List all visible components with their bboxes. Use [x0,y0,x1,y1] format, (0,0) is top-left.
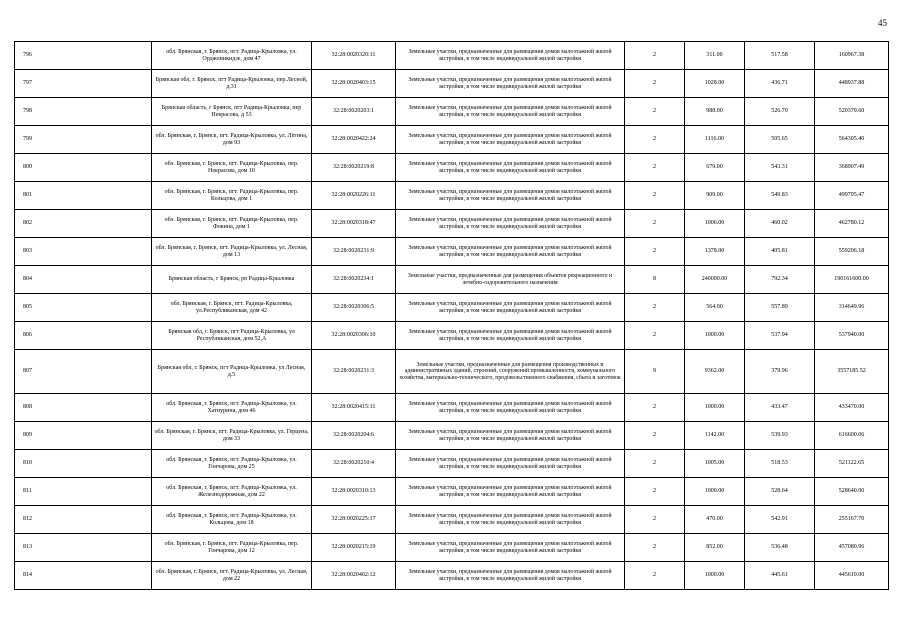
address-cell: Брянская область, г Брянск, пгт Радица-Крыловка, пер Некрасова, д 53 [152,98,312,126]
use-group-cell: 2 [625,322,685,350]
specific-value-cell: 445.61 [745,562,815,590]
land-use-cell: Земельные участки, предназначенные для размещения домов малоэтажной жилой застройки, в том числе индивидуальной жилой застройки [396,534,625,562]
area-cell: 1000.00 [685,394,745,422]
address-cell: обл. Брянская, г. Брянск, пгт. Радица-Крыловка, ул. Орджоникидзе, дом 47 [152,42,312,70]
address-cell: Брянская область, г Брянск, рп Радица-Крыловка [152,266,312,294]
table-row [15,210,889,238]
specific-value-cell: 517.58 [745,42,815,70]
table-row [15,506,889,534]
table-row [15,266,889,294]
row-number: 810 [15,450,152,478]
page-number: 45 [878,18,887,28]
row-number: 808 [15,394,152,422]
cadastral-value-cell: 368907.49 [815,154,889,182]
land-use-cell: Земельные участки, предназначенные для размещения домов малоэтажной жилой застройки, в том числе индивидуальной жилой застройки [396,154,625,182]
table-row [15,182,889,210]
row-number: 809 [15,422,152,450]
cadastral-value-cell: 433470.00 [815,394,889,422]
cadastral-number-cell: 32:28:0020203:1 [312,98,396,126]
table-row [15,422,889,450]
cadastral-value-cell: 537940.00 [815,322,889,350]
land-use-cell: Земельные участки, предназначенные для размещения домов малоэтажной жилой застройки, в том числе индивидуальной жилой застройки [396,182,625,210]
area-cell: 1005.00 [685,450,745,478]
use-group-cell: 2 [625,294,685,322]
cadastral-number-cell: 32:28:0020320:11 [312,42,396,70]
address-cell: обл. Брянская, г. Брянск, пгт. Радица-Крыловка, пер. Некрасова, дом 10 [152,154,312,182]
area-cell: 564.00 [685,294,745,322]
specific-value-cell: 526.70 [745,98,815,126]
row-number: 812 [15,506,152,534]
cadastral-value-cell: 190161600.00 [815,266,889,294]
cadastral-value-cell: 559206.18 [815,238,889,266]
address-cell: обл. Брянская, г. Брянск, пгт. Радица-Крыловка, пер. Гончарова, дом 12 [152,534,312,562]
table-row [15,450,889,478]
cadastral-value-cell: 528640.00 [815,478,889,506]
cadastral-value-cell: 564305.40 [815,126,889,154]
table-row [15,534,889,562]
cadastral-number-cell: 32:28:0020219:8 [312,154,396,182]
specific-value-cell: 536.48 [745,534,815,562]
address-cell: обл. Брянская, г. Брянск, пгт. Радица-Крыловка, ул. Лесная, дом 13 [152,238,312,266]
specific-value-cell: 405.81 [745,238,815,266]
use-group-cell: 2 [625,506,685,534]
row-number: 807 [15,350,152,394]
table-row [15,154,889,182]
specific-value-cell: 433.47 [745,394,815,422]
use-group-cell: 2 [625,562,685,590]
area-cell: 9362.00 [685,350,745,394]
cadastral-number-cell: 32:28:0020310:13 [312,478,396,506]
address-cell: обл. Брянская, г. Брянск, пгт. Радица-Крыловка, ул. Герцена, дом 33 [152,422,312,450]
land-use-cell: Земельные участки, предназначенные для размещения домов малоэтажной жилой застройки, в том числе индивидуальной жилой застройки [396,98,625,126]
row-number: 797 [15,70,152,98]
area-cell: 852.00 [685,534,745,562]
table-row [15,322,889,350]
area-cell: 1116.00 [685,126,745,154]
specific-value-cell: 505.65 [745,126,815,154]
row-number: 799 [15,126,152,154]
row-number: 813 [15,534,152,562]
cadastral-value-cell: 255167.70 [815,506,889,534]
cadastral-number-cell: 32:28:0020231:3 [312,350,396,394]
cadastral-number-cell: 32:28:0020210:4 [312,450,396,478]
specific-value-cell: 557.89 [745,294,815,322]
address-cell: обл. Брянская, г. Брянск, пгт. Радица-Крыловка, ул.Республиканская, дом 42 [152,294,312,322]
area-cell: 1378.00 [685,238,745,266]
land-use-cell: Земельные участки, предназначенные для размещения домов малоэтажной жилой застройки, в том числе индивидуальной жилой застройки [396,322,625,350]
cadastral-value-cell: 521122.65 [815,450,889,478]
area-cell: 240000.00 [685,266,745,294]
cadastral-value-cell: 448937.88 [815,70,889,98]
cadastral-number-cell: 32:28:0020306:5 [312,294,396,322]
land-use-cell: Земельные участки, предназначенные для размещения домов малоэтажной жилой застройки, в том числе индивидуальной жилой застройки [396,294,625,322]
cadastral-number-cell: 32:28:0020422:24 [312,126,396,154]
address-cell: Брянская обл, г. Брянск, пгт Радица-Крыловка, пер.Лесной, д.31 [152,70,312,98]
land-use-cell: Земельные участки, предназначенные для размещения домов малоэтажной жилой застройки, в том числе индивидуальной жилой застройки [396,394,625,422]
land-use-cell: Земельные участки, предназначенные для размещения объектов рекреационного и лечебно-оздоровительного назначения [396,266,625,294]
area-cell: 1006.00 [685,210,745,238]
area-cell: 679.00 [685,154,745,182]
use-group-cell: 2 [625,422,685,450]
use-group-cell: 2 [625,154,685,182]
cadastral-number-cell: 32:28:0020402:12 [312,562,396,590]
row-number: 800 [15,154,152,182]
cadastral-value-cell: 520379.60 [815,98,889,126]
address-cell: обл. Брянская, г. Брянск, пгт. Радица-Крыловка, ул. Лесная, дом 22 [152,562,312,590]
cadastral-value-cell: 160967.38 [815,42,889,70]
cadastral-number-cell: 32:28:0020231:9 [312,238,396,266]
use-group-cell: 2 [625,126,685,154]
address-cell: Брянская обл, г. Брянск, пгт Радица-Крыловка, ул Республиканская, дом 52,А [152,322,312,350]
cadastral-value-cell: 616600.06 [815,422,889,450]
address-cell: обл. Брянская, г. Брянск, пгт. Радица-Крыловка, пер. Кольцова, дом 1 [152,182,312,210]
row-number: 804 [15,266,152,294]
address-cell: обл. Брянская, г. Брянск, пгт. Радица-Крыловка, пер. Фокина, дом 1 [152,210,312,238]
specific-value-cell: 379.96 [745,350,815,394]
table-row [15,294,889,322]
address-cell: обл. Брянская, г. Брянск, пгт. Радица-Крыловка, ул. Хатнурина, дом 46 [152,394,312,422]
row-number: 796 [15,42,152,70]
address-cell: обл. Брянская, г. Брянск, пгт. Радица-Крыловка, ул. Лёгина, дом 93 [152,126,312,154]
row-number: 801 [15,182,152,210]
area-cell: 1000.00 [685,322,745,350]
use-group-cell: 9 [625,350,685,394]
specific-value-cell: 792.34 [745,266,815,294]
use-group-cell: 2 [625,238,685,266]
table-row [15,98,889,126]
use-group-cell: 2 [625,534,685,562]
area-cell: 909.00 [685,182,745,210]
land-use-cell: Земельные участки, предназначенные для размещения домов малоэтажной жилой застройки, в том числе индивидуальной жилой застройки [396,562,625,590]
area-cell: 1000.00 [685,478,745,506]
cadastral-number-cell: 32:28:0020415:11 [312,394,396,422]
cadastral-number-cell: 32:28:0020403:15 [312,70,396,98]
area-cell: 988.00 [685,98,745,126]
land-use-cell: Земельные участки, предназначенные для размещения домов малоэтажной жилой застройки, в том числе индивидуальной жилой застройки [396,238,625,266]
row-number: 802 [15,210,152,238]
address-cell: обл. Брянская, г. Брянск, пгт. Радица-Крыловка, ул. Железнодорожная, дом 22 [152,478,312,506]
land-use-cell: Земельные участки, предназначенные для размещения домов малоэтажной жилой застройки, в том числе индивидуальной жилой застройки [396,450,625,478]
table-row [15,70,889,98]
land-use-cell: Земельные участки, предназначенные для размещения производственных и административных зданий, строений, сооружений промышленности, коммунального хозяйства, материально-технического, продовольственного снабжения, сбыта и заготовок [396,350,625,394]
area-cell: 311.00 [685,42,745,70]
cadastral-value-table [14,41,889,590]
land-use-cell: Земельные участки, предназначенные для размещения домов малоэтажной жилой застройки, в том числе индивидуальной жилой застройки [396,478,625,506]
table-row [15,478,889,506]
specific-value-cell: 539.93 [745,422,815,450]
use-group-cell: 8 [625,266,685,294]
row-number: 798 [15,98,152,126]
land-use-cell: Земельные участки, предназначенные для размещения домов малоэтажной жилой застройки, в том числе индивидуальной жилой застройки [396,422,625,450]
use-group-cell: 2 [625,70,685,98]
row-number: 814 [15,562,152,590]
specific-value-cell: 549.83 [745,182,815,210]
row-number: 803 [15,238,152,266]
specific-value-cell: 460.02 [745,210,815,238]
row-number: 806 [15,322,152,350]
address-cell: Брянская обл, г. Брянск, пгт Радица-Крыловка, ул Лесная, д.5 [152,350,312,394]
cadastral-value-cell: 462780.12 [815,210,889,238]
table-row [15,238,889,266]
table-body [15,42,889,590]
use-group-cell: 2 [625,98,685,126]
use-group-cell: 2 [625,42,685,70]
row-number: 805 [15,294,152,322]
cadastral-value-cell: 314649.96 [815,294,889,322]
cadastral-value-cell: 457080.96 [815,534,889,562]
specific-value-cell: 528.64 [745,478,815,506]
cadastral-number-cell: 32:28:0020225:17 [312,506,396,534]
specific-value-cell: 543.31 [745,154,815,182]
cadastral-value-cell: 3557185.52 [815,350,889,394]
address-cell: обл. Брянская, г. Брянск, пгт. Радица-Крыловка, ул. Гончарова, дом 25 [152,450,312,478]
land-use-cell: Земельные участки, предназначенные для размещения домов малоэтажной жилой застройки, в том числе индивидуальной жилой застройки [396,506,625,534]
specific-value-cell: 542.91 [745,506,815,534]
cadastral-value-cell: 499795.47 [815,182,889,210]
cadastral-number-cell: 32:28:0020234:1 [312,266,396,294]
cadastral-number-cell: 32:28:0020306:10 [312,322,396,350]
cadastral-number-cell: 32:28:0020204:6 [312,422,396,450]
land-use-cell: Земельные участки, предназначенные для размещения домов малоэтажной жилой застройки, в том числе индивидуальной жилой застройки [396,126,625,154]
use-group-cell: 2 [625,478,685,506]
area-cell: 470.00 [685,506,745,534]
use-group-cell: 2 [625,450,685,478]
table-row [15,126,889,154]
address-cell: обл. Брянская, г. Брянск, пгт. Радица-Крыловка, ул. Кольцова, дом 18 [152,506,312,534]
use-group-cell: 2 [625,394,685,422]
specific-value-cell: 537.94 [745,322,815,350]
land-use-cell: Земельные участки, предназначенные для размещения домов малоэтажной жилой застройки, в том числе индивидуальной жилой застройки [396,70,625,98]
specific-value-cell: 436.71 [745,70,815,98]
area-cell: 1028.00 [685,70,745,98]
use-group-cell: 2 [625,182,685,210]
area-cell: 1142.00 [685,422,745,450]
specific-value-cell: 518.53 [745,450,815,478]
cadastral-number-cell: 32:28:0020226:11 [312,182,396,210]
table-row [15,562,889,590]
cadastral-number-cell: 32:28:0020318:47 [312,210,396,238]
area-cell: 1000.00 [685,562,745,590]
land-use-cell: Земельные участки, предназначенные для размещения домов малоэтажной жилой застройки, в том числе индивидуальной жилой застройки [396,210,625,238]
table-row [15,350,889,394]
land-use-cell: Земельные участки, предназначенные для размещения домов малоэтажной жилой застройки, в том числе индивидуальной жилой застройки [396,42,625,70]
cadastral-number-cell: 32:28:0020215:19 [312,534,396,562]
table-row [15,42,889,70]
row-number: 811 [15,478,152,506]
use-group-cell: 2 [625,210,685,238]
table-row [15,394,889,422]
cadastral-value-cell: 445610.00 [815,562,889,590]
